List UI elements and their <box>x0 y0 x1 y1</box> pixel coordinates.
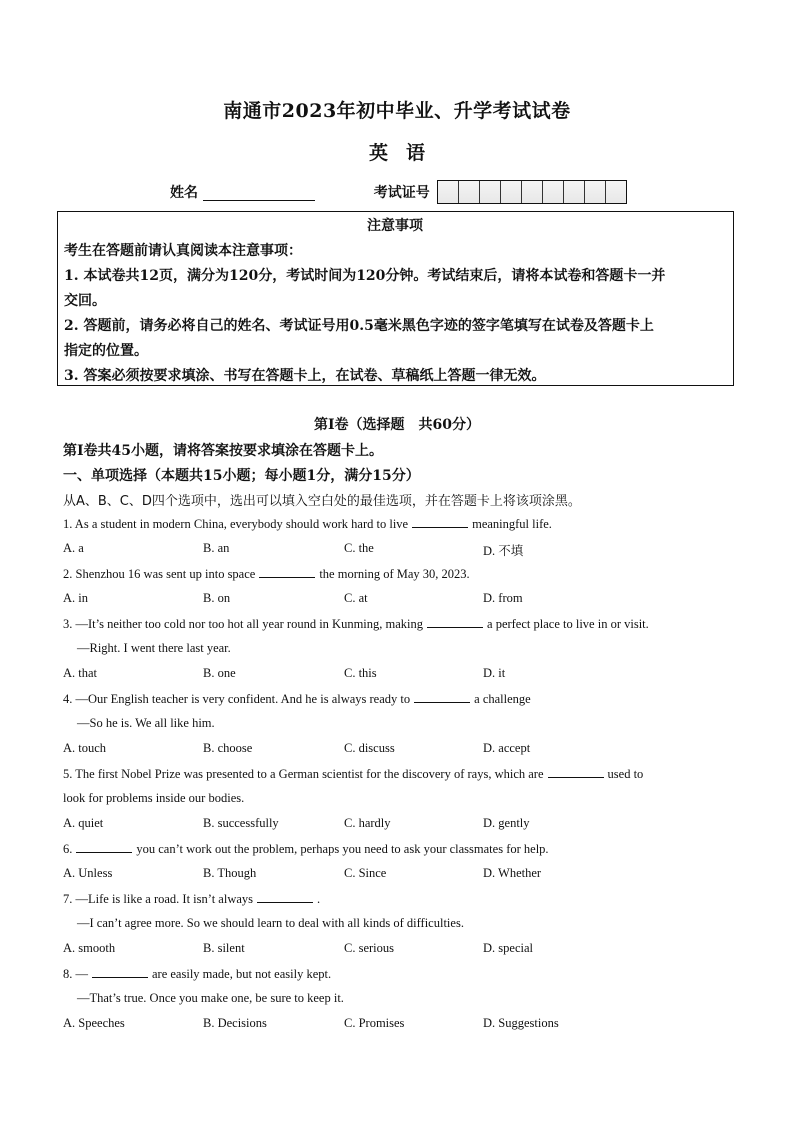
question-continuation: —That’s true. Once you make one, be sure to keep it. <box>77 991 344 1005</box>
notice-line: 3. 答案必须按要求填涂、书写在答题卡上，在试卷、草稿纸上答题一律无效。 <box>64 368 546 384</box>
notice-line: 指定的位置。 <box>64 343 148 359</box>
answer-blank <box>427 616 483 628</box>
option: B. Though <box>203 866 257 880</box>
notice-heading: 注意事项 <box>367 218 423 234</box>
options-row <box>63 541 703 559</box>
options-row <box>63 866 703 884</box>
option: D. Suggestions <box>483 1016 559 1030</box>
question-stem: 5. The first Nobel Prize was presented to a German scientist for the discovery of rays, which are used to <box>63 767 644 781</box>
id-number-boxes[interactable] <box>437 180 627 204</box>
option: B. on <box>203 591 231 605</box>
answer-blank <box>92 966 148 978</box>
option: B. choose <box>203 741 253 755</box>
question-stem: 4. —Our English teacher is very confident. And he is always ready to a challenge <box>63 692 531 706</box>
answer-blank <box>257 891 313 903</box>
option: A. quiet <box>63 816 104 830</box>
option: C. at <box>344 591 368 605</box>
options-row <box>63 816 703 834</box>
option: D. from <box>483 591 523 605</box>
answer-blank <box>414 691 470 703</box>
option: D. Whether <box>483 866 542 880</box>
question-stem: 8. — are easily made, but not easily kept. <box>63 967 332 981</box>
option: C. serious <box>344 941 394 955</box>
option: B. successfully <box>203 816 279 830</box>
question-continuation: —I can’t agree more. So we should learn to deal with all kinds of difficulties. <box>77 916 464 930</box>
options-row <box>63 741 703 759</box>
option: A. in <box>63 591 88 605</box>
notice-intro: 考生在答题前请认真阅读本注意事项： <box>64 243 302 259</box>
option: B. Decisions <box>203 1016 267 1030</box>
option: C. the <box>344 541 374 555</box>
option: A. smooth <box>63 941 116 955</box>
question-stem: 1. As a student in modern China, everybody should work hard to live meaningful life. <box>63 517 552 531</box>
option: D. accept <box>483 741 531 755</box>
section-instruction: 从A、B、C、D四个选项中，选出可以填入空白处的最佳选项，并在答题卡上将该项涂黑。 <box>63 494 581 509</box>
option: A. Speeches <box>63 1016 125 1030</box>
section-title: 一、单项选择（本题共15小题；每小题1分，满分15分） <box>63 468 420 484</box>
option: B. silent <box>203 941 245 955</box>
option: D. 不填 <box>483 544 524 558</box>
candidate-info-row <box>170 180 627 204</box>
question-continuation: —Right. I went there last year. <box>77 641 231 655</box>
option: D. special <box>483 941 533 955</box>
option: C. Since <box>344 866 387 880</box>
options-row <box>63 941 703 959</box>
part1-description: 第Ⅰ卷共45小题，请将答案按要求填涂在答题卡上。 <box>63 443 384 459</box>
option: B. an <box>203 541 230 555</box>
option: D. it <box>483 666 506 680</box>
options-row <box>63 591 703 609</box>
option: D. gently <box>483 816 530 830</box>
name-field[interactable] <box>203 184 315 201</box>
option: B. one <box>203 666 236 680</box>
question-stem: 7. —Life is like a road. It isn’t always . <box>63 892 321 906</box>
option: A. that <box>63 666 98 680</box>
option: C. hardly <box>344 816 391 830</box>
question-stem: 6. you can’t work out the problem, perhaps you need to ask your classmates for help. <box>63 842 549 856</box>
option: C. discuss <box>344 741 395 755</box>
option: C. Promises <box>344 1016 405 1030</box>
option: C. this <box>344 666 377 680</box>
notice-line: 交回。 <box>64 293 106 309</box>
exam-title: 南通市2023年初中毕业、升学考试试卷 <box>223 100 571 122</box>
notice-box <box>57 211 734 386</box>
option: A. Unless <box>63 866 113 880</box>
part1-title: 第Ⅰ卷（选择题 共60分） <box>313 417 481 433</box>
answer-blank <box>259 566 315 578</box>
name-label: 姓名 <box>170 185 198 201</box>
answer-blank <box>76 841 132 853</box>
id-label: 考试证号 <box>373 185 430 201</box>
answer-blank <box>412 516 468 528</box>
question-continuation: —So he is. We all like him. <box>77 716 215 730</box>
question-stem: 3. —It’s neither too cold nor too hot all year round in Kunming, making a perfect place to live in or visit. <box>63 617 649 631</box>
question-stem: 2. Shenzhou 16 was sent up into space the morning of May 30, 2023. <box>63 567 470 581</box>
question-continuation: look for problems inside our bodies. <box>63 791 245 805</box>
notice-line: 2. 答题前，请务必将自己的姓名、考试证号用0.5毫米黑色字迹的签字笔填写在试卷及答题卡上 <box>64 318 654 334</box>
option: A. touch <box>63 741 107 755</box>
option: A. a <box>63 541 84 555</box>
subject-title: 英语 <box>368 142 443 164</box>
answer-blank <box>548 766 604 778</box>
options-row <box>63 666 703 684</box>
options-row <box>63 1016 703 1034</box>
notice-line: 1. 本试卷共12页，满分为120分，考试时间为120分钟。考试结束后，请将本试卷和答题卡一并 <box>64 268 666 284</box>
